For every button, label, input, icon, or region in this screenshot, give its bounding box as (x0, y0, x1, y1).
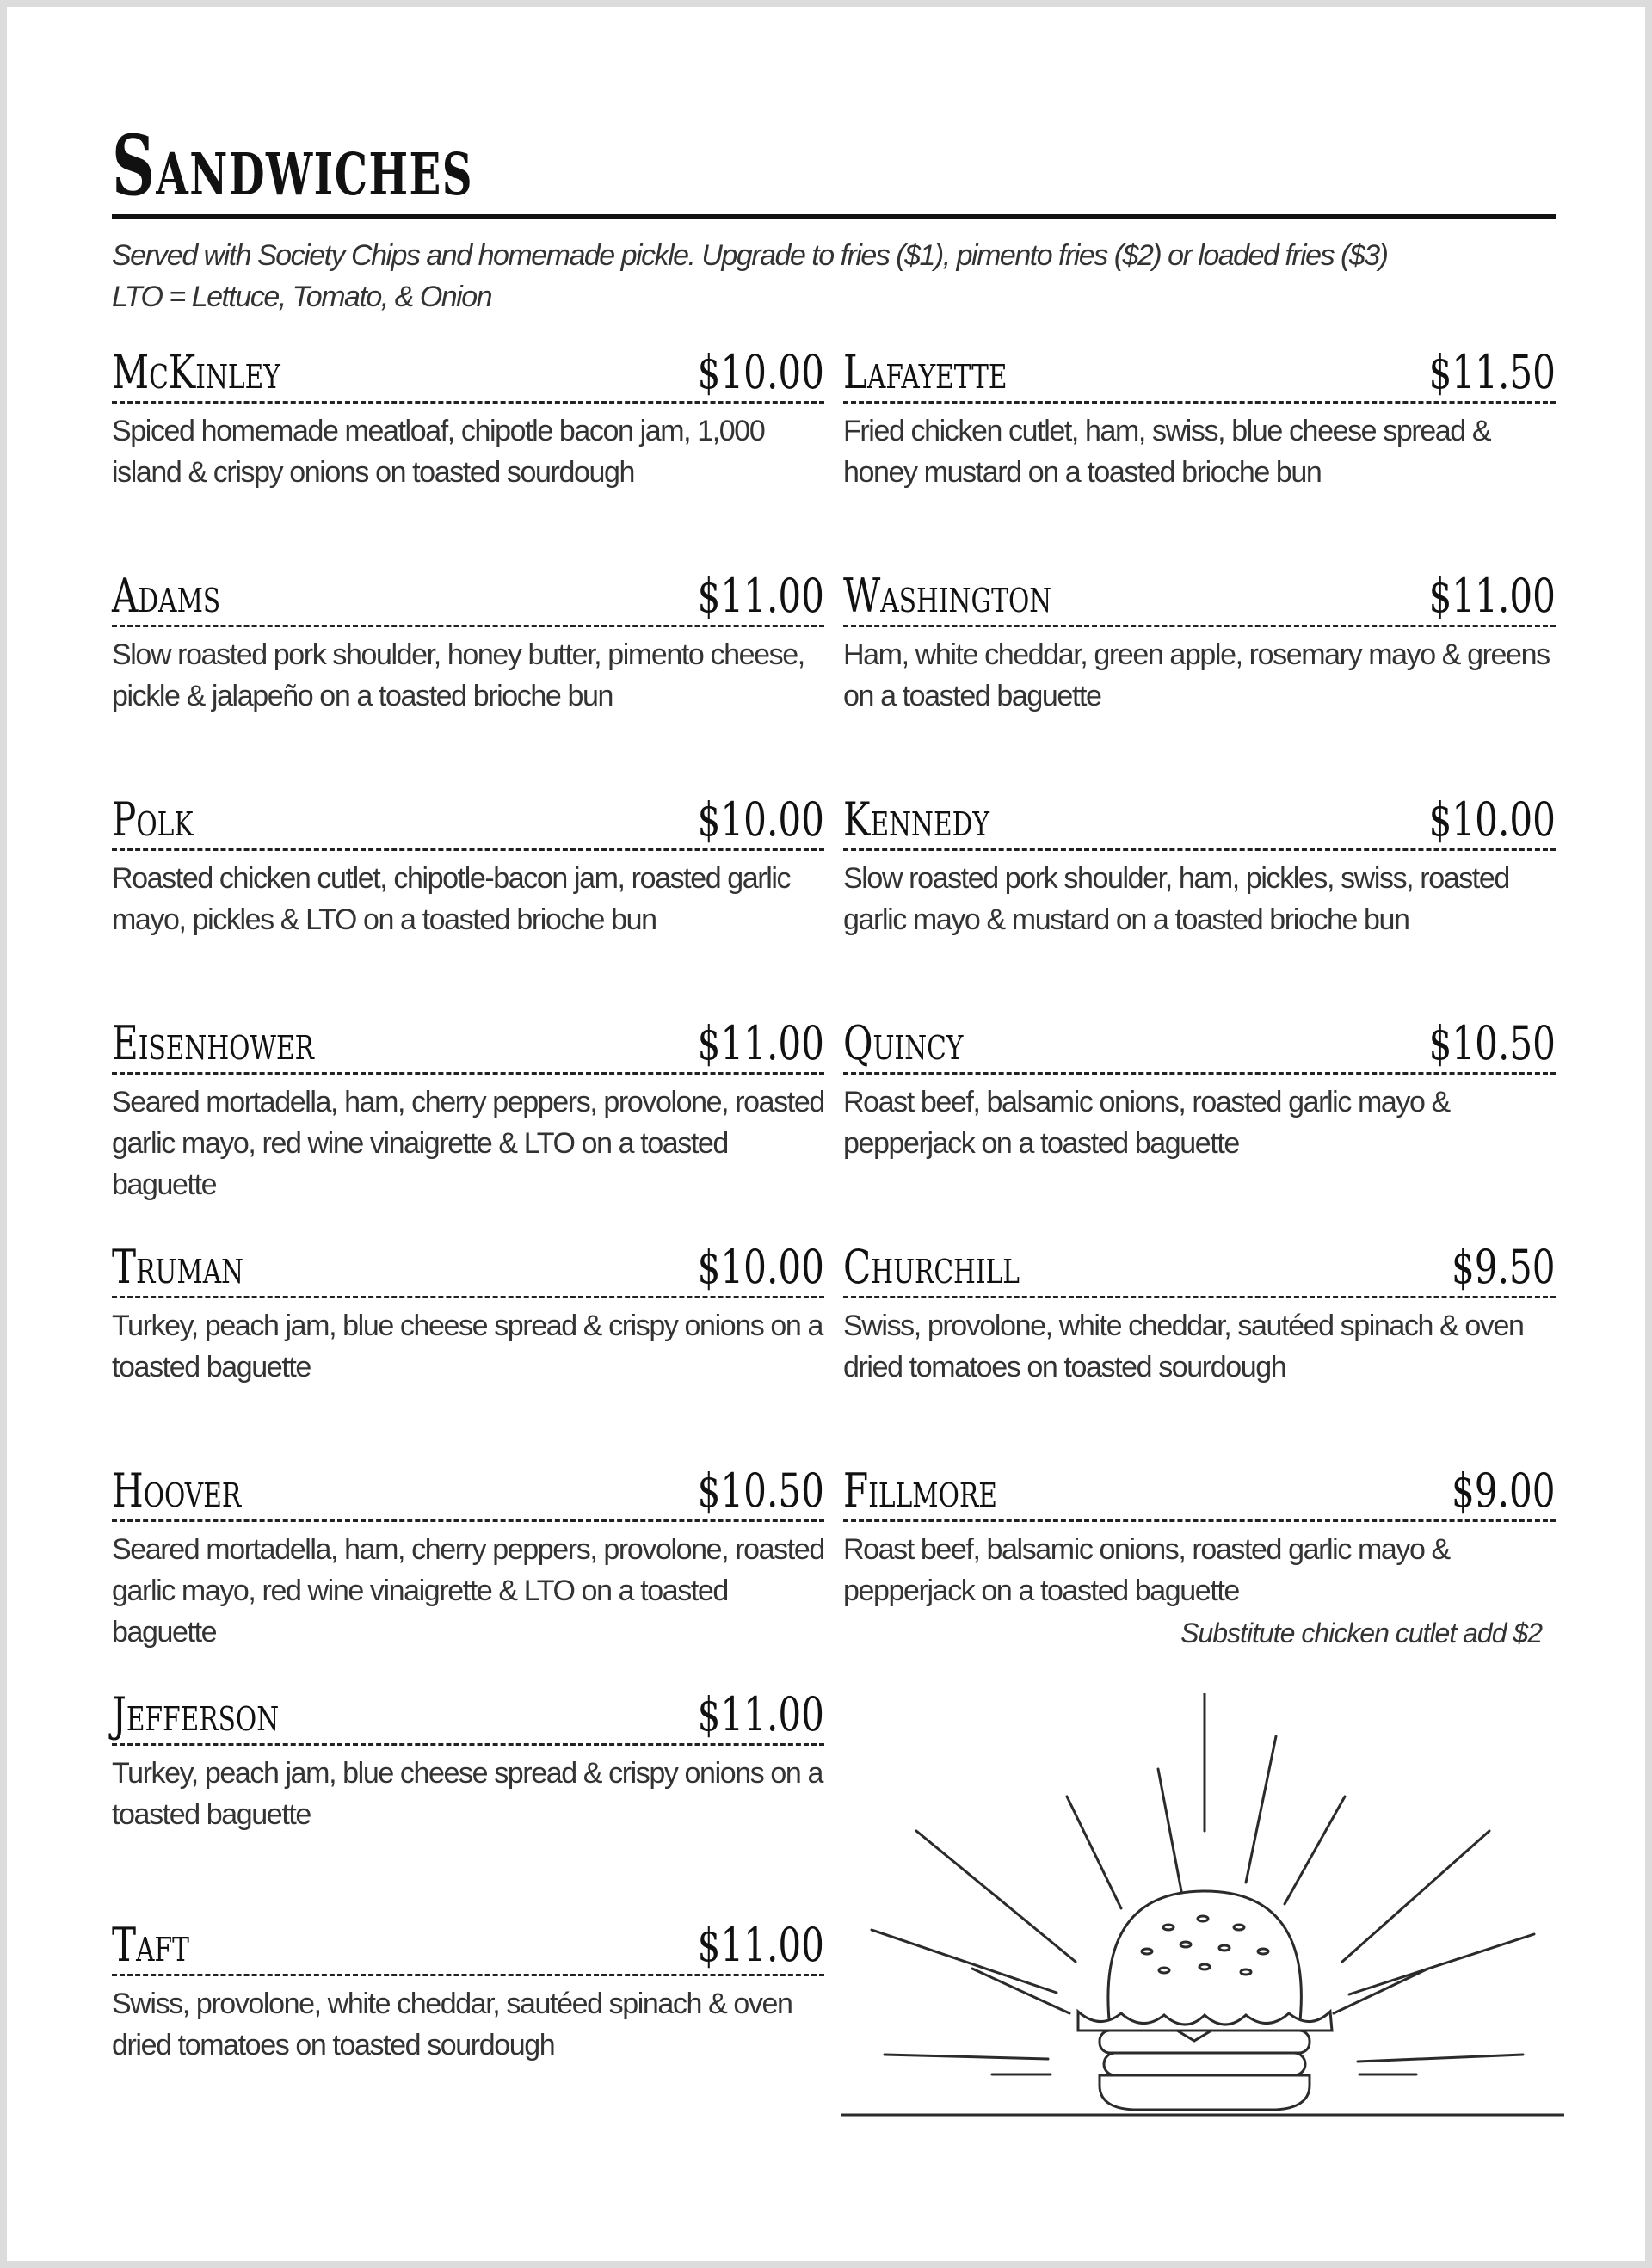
item-price: $11.00 (697, 569, 824, 623)
menu-item-jefferson (112, 1686, 824, 1835)
item-price: $11.00 (1428, 569, 1556, 623)
menu-item-quincy (843, 1015, 1556, 1164)
item-name: Hoover (112, 1464, 242, 1518)
item-name: Jefferson (112, 1687, 280, 1741)
item-description: Roast beef, balsamic onions, roasted garlic mayo & pepperjack on a toasted baguette (843, 1533, 1450, 1607)
item-price: $10.00 (1428, 792, 1556, 847)
item-price: $10.50 (697, 1464, 824, 1518)
item-description: Slow roasted pork shoulder, honey butter, pimento cheese, pickle & jalapeño on a toasted brioche bun (112, 638, 804, 712)
item-description: Spiced homemade meatloaf, chipotle bacon jam, 1,000 island & crispy onions on toasted sourdough (112, 415, 765, 489)
item-description: Slow roasted pork shoulder, ham, pickles, swiss, roasted garlic mayo & mustard on a toasted brioche bun (843, 862, 1509, 936)
substitution-note: Substitute chicken cutlet add $2 (1180, 1618, 1542, 1649)
item-name: Kennedy (843, 792, 989, 847)
menu-item-truman (112, 1239, 824, 1388)
page-title: Sandwiches (112, 117, 473, 214)
menu-item-kennedy (843, 792, 1556, 940)
menu-item-washington (843, 568, 1556, 717)
menu-item-taft (112, 1917, 824, 2066)
item-name: Taft (112, 1918, 189, 1972)
subtitle-line-lto: LTO = Lettuce, Tomato, & Onion (112, 280, 492, 313)
menu-item-fillmore (843, 1463, 1556, 1612)
item-description: Fried chicken cutlet, ham, swiss, blue cheese spread & honey mustard on a toasted brioche bun (843, 415, 1491, 489)
item-price: $9.00 (1452, 1464, 1556, 1518)
item-name: McKinley (112, 345, 280, 399)
item-description: Turkey, peach jam, blue cheese spread & crispy onions on a toasted baguette (112, 1310, 823, 1384)
item-description: Roast beef, balsamic onions, roasted garlic mayo & pepperjack on a toasted baguette (843, 1086, 1450, 1160)
item-price: $11.50 (1428, 345, 1556, 399)
title-rule (112, 214, 1556, 219)
menu-item-churchill (843, 1239, 1556, 1388)
item-name: Polk (112, 792, 194, 847)
item-name: Lafayette (843, 345, 1008, 399)
item-name: Quincy (843, 1016, 964, 1070)
item-name: Adams (112, 569, 221, 623)
menu-item-lafayette (843, 344, 1556, 493)
item-price: $11.00 (697, 1687, 824, 1741)
menu-item-hoover (112, 1463, 824, 1653)
item-price: $10.00 (697, 792, 824, 847)
item-name: Eisenhower (112, 1016, 314, 1070)
menu-item-eisenhower (112, 1015, 824, 1205)
item-description: Swiss, provolone, white cheddar, sautéed spinach & oven dried tomatoes on toasted sourdough (112, 1988, 792, 2062)
subtitle-line-sides: Served with Society Chips and homemade pickle. Upgrade to fries ($1), pimento fries ($2) or loaded fries ($3) (112, 239, 1388, 272)
burger-sunburst-icon (841, 1693, 1564, 2123)
item-price: $10.50 (1428, 1016, 1556, 1070)
item-description: Seared mortadella, ham, cherry peppers, provolone, roasted garlic mayo, red wine vinaigrette & LTO on a toasted baguette (112, 1086, 824, 1201)
item-name: Washington (843, 569, 1052, 623)
menu-subtitle (112, 235, 1388, 317)
menu-item-polk (112, 792, 824, 940)
menu-item-mckinley (112, 344, 824, 493)
item-price: $11.00 (697, 1918, 824, 1972)
item-price: $11.00 (697, 1016, 824, 1070)
item-description: Seared mortadella, ham, cherry peppers, provolone, roasted garlic mayo, red wine vinaigrette & LTO on a toasted baguette (112, 1533, 824, 1649)
menu-item-adams (112, 568, 824, 717)
item-price: $10.00 (697, 1240, 824, 1294)
item-name: Truman (112, 1240, 244, 1294)
item-price: $9.50 (1452, 1240, 1556, 1294)
item-price: $10.00 (697, 345, 824, 399)
item-name: Fillmore (843, 1464, 997, 1518)
item-description: Turkey, peach jam, blue cheese spread & crispy onions on a toasted baguette (112, 1757, 823, 1831)
item-description: Ham, white cheddar, green apple, rosemary mayo & greens on a toasted baguette (843, 638, 1550, 712)
item-description: Swiss, provolone, white cheddar, sautéed spinach & oven dried tomatoes on toasted sourdough (843, 1310, 1524, 1384)
item-name: Churchill (843, 1240, 1020, 1294)
item-description: Roasted chicken cutlet, chipotle-bacon jam, roasted garlic mayo, pickles & LTO on a toasted brioche bun (112, 862, 791, 936)
